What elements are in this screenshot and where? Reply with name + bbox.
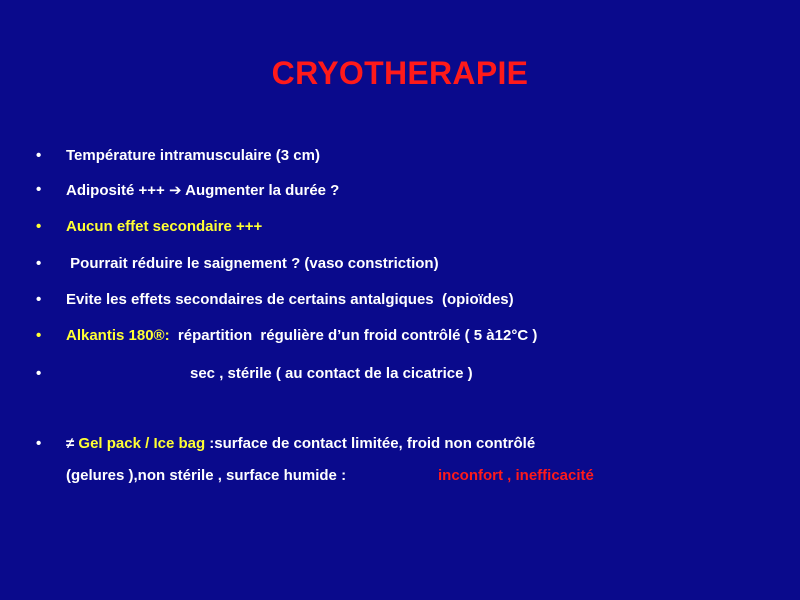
bullet-text: Température intramusculaire (3 cm) <box>66 147 320 164</box>
bullet-continuation <box>66 467 594 484</box>
bullet-dot: • <box>36 255 42 272</box>
product-name: Gel pack / Ice bag <box>78 435 206 452</box>
bullet-text-part: Adiposité +++ <box>66 182 169 199</box>
bullet-dot: • <box>36 365 42 382</box>
not-equal-symbol: ≠ <box>66 435 79 452</box>
bullet-dot: • <box>36 327 42 344</box>
bullet-text-part: Augmenter la durée ? <box>181 182 340 199</box>
bullet-text: Pourrait réduire le saignement ? (vaso constriction) <box>66 255 439 272</box>
bullet-text <box>66 435 535 452</box>
slide-title: CRYOTHERAPIE <box>271 55 529 91</box>
bullet-dot: • <box>36 218 42 235</box>
bullet-dot: • <box>36 435 42 452</box>
continuation-text: (gelures ),non stérile , surface humide : <box>66 467 347 484</box>
bullet-text <box>66 327 537 344</box>
bullet-text-highlight: Aucun effet secondaire +++ <box>66 218 263 235</box>
bullet-text <box>66 181 339 199</box>
bullet-dot: • <box>36 181 42 198</box>
bullet-text-part: :surface de contact limitée, froid non contrôlé <box>205 435 536 452</box>
bullet-text: Evite les effets secondaires de certains antalgiques (opioïdes) <box>66 291 514 308</box>
product-name: Alkantis 180®: <box>66 327 170 344</box>
arrow-right-icon: ➔ <box>168 181 182 199</box>
bullet-dot: • <box>36 291 42 308</box>
bullet-text: sec , stérile ( au contact de la cicatrice ) <box>190 365 473 382</box>
bullet-text-part: répartition régulière d’un froid contrôlé ( 5 à12°C ) <box>169 327 538 344</box>
bullet-dot: • <box>36 147 42 164</box>
conclusion-highlight: inconfort , inefficacité <box>438 467 594 484</box>
